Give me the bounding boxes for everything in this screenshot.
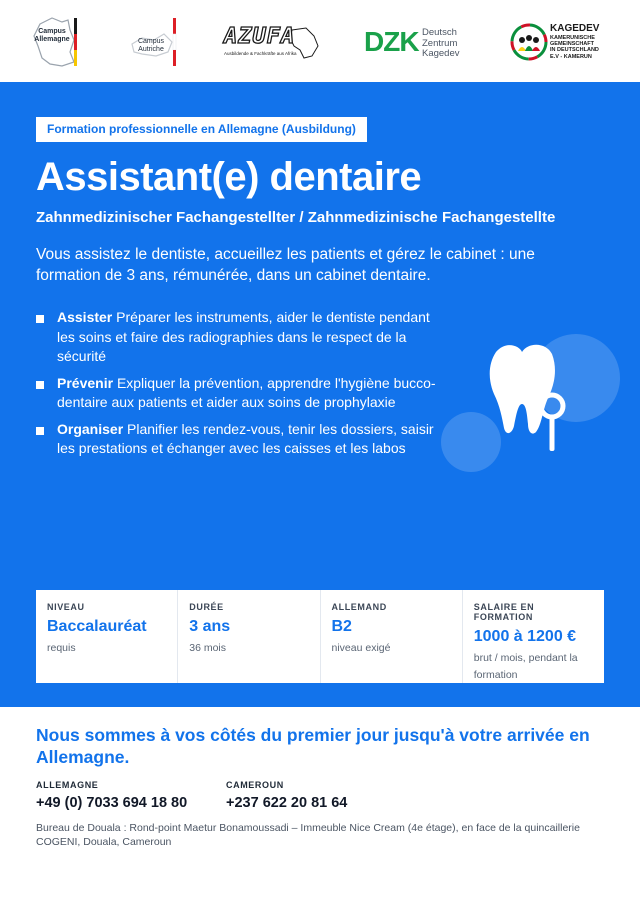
campus-allemagne-line2: Allemagne (34, 36, 70, 43)
task-item-organiser (36, 420, 436, 459)
support-headline: Nous sommes à vos côtés du premier jour jusqu'à votre arrivée en Allemagne. (36, 725, 590, 767)
campus-autriche-line1: Campus (137, 38, 165, 45)
logo-strip (0, 0, 640, 82)
contact-label: ALLEMAGNE (36, 780, 99, 790)
tooth-with-mirror-icon (436, 322, 636, 482)
dzk-line2: Zentrum (422, 37, 458, 49)
intro-text: Vous assistez le dentiste, accueillez les patients et gérez le cabinet : une formation de 3 ans, rémunérée, dans un cabinet dentaire. (36, 246, 535, 284)
dzk-mark: DZK (364, 26, 419, 57)
fact-note: 36 mois (189, 642, 227, 654)
fact-niveau (36, 590, 178, 683)
bullet-square-icon (36, 315, 44, 323)
fact-note: brut / mois, pendant la formation (473, 652, 578, 681)
fact-note: niveau exigé (331, 642, 391, 654)
fact-value: 3 ans (189, 618, 231, 635)
kagedev-line4: E.V - KAMERUN (550, 53, 592, 60)
kagedev-line2: GEMEINSCHAFT (550, 41, 594, 48)
fact-note: requis (47, 642, 76, 654)
office-address: Bureau de Douala : Rond-point Maetur Bonamoussadi – Immeuble Nice Cream (4e étage), en face de la quincaillerie COGENI, Douala, Cameroun (36, 822, 580, 848)
kagedev-emblem-icon (510, 23, 548, 61)
fact-salaire (463, 590, 604, 683)
contact-label: CAMEROUN (226, 780, 284, 790)
azufa-tagline: Ausbildende & Fachkräfte aus Afrika (224, 51, 297, 56)
kagedev-line1: KAMERUNISCHE (550, 35, 595, 41)
fact-duree (178, 590, 320, 683)
fact-label: DURÉE (189, 602, 224, 612)
key-facts (36, 590, 604, 683)
fact-label: NIVEAU (47, 602, 85, 612)
dzk-line3: Kagedev (422, 48, 460, 59)
fact-allemand (321, 590, 463, 683)
phone-number[interactable]: +237 622 20 81 64 (226, 795, 348, 811)
task-title: Prévenir (57, 374, 117, 391)
task-text: Expliquer la prévention, apprendre l'hygiène bucco-dentaire aux patients et aider aux soins de prophylaxie (57, 374, 436, 410)
program-tag: Formation professionnelle en Allemagne (Ausbildung) (36, 117, 367, 142)
campus-allemagne-logo (30, 14, 86, 70)
bullet-square-icon (36, 381, 44, 389)
kagedev-name: KAGEDEV (550, 23, 600, 34)
fact-label: ALLEMAND (331, 602, 387, 612)
task-title: Assister (57, 309, 117, 325)
campus-autriche-logo (128, 16, 180, 68)
contact-germany (36, 780, 187, 811)
task-text: Préparer les instruments, aider le dentiste pendant les soins et faire des radiographies dans le respect de la sécurité (57, 309, 430, 364)
dzk-logo (364, 26, 468, 60)
contact-cameroon (226, 780, 347, 811)
fact-value: 1000 à 1200 € (473, 628, 577, 645)
kagedev-line3: IN DEUTSCHLAND (550, 47, 599, 54)
hero-section (0, 82, 640, 707)
task-list (36, 308, 436, 466)
campus-allemagne-line1: Campus (38, 28, 66, 35)
task-title: Organiser (57, 420, 128, 437)
azufa-logo (222, 22, 322, 62)
kagedev-logo (510, 22, 614, 62)
campus-autriche-line2: Autriche (138, 46, 164, 53)
fact-label: SALAIRE EN FORMATION (473, 602, 535, 622)
task-item-prevenir (36, 374, 436, 413)
page-title: Assistant(e) dentaire (36, 155, 422, 199)
dzk-line1: Deutsch (422, 27, 457, 38)
fact-value: Baccalauréat (47, 618, 147, 635)
task-item-assister (36, 308, 436, 367)
page-subtitle: Zahnmedizinischer Fachangestellter / Zahnmedizinische Fachangestellte (36, 209, 556, 226)
fact-value: B2 (331, 618, 352, 635)
task-text: Planifier les rendez-vous, tenir les dossiers, saisir les prestations et échanger avec les caisses et les labos (57, 420, 434, 456)
bullet-square-icon (36, 427, 44, 435)
azufa-name: AZUFA (224, 24, 296, 49)
phone-number[interactable]: +49 (0) 7033 694 18 80 (36, 795, 188, 811)
